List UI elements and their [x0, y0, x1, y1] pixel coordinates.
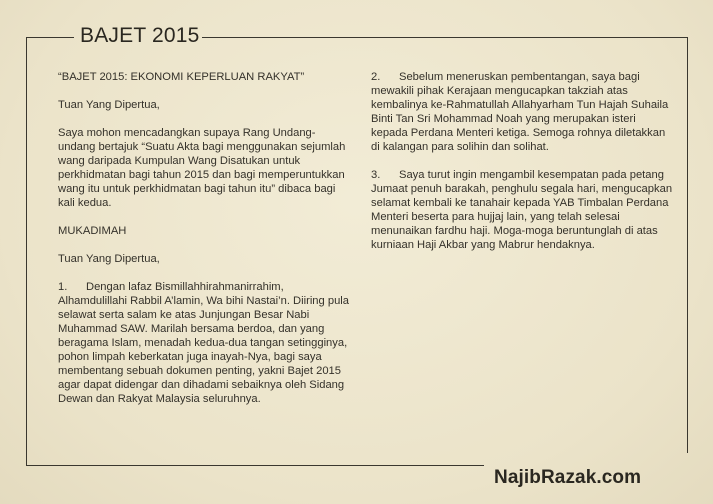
paragraph-3	[371, 168, 673, 252]
frame-border-right	[687, 37, 688, 453]
paragraph-1	[58, 280, 350, 406]
brand-watermark: NajibRazak.com	[494, 467, 642, 488]
paragraph-2-text: Sebelum meneruskan pembentangan, saya bagi mewakili pihak Kerajaan mengucapkan takziah atas kembalinya ke-Rahmatullah Allahyarham Tun Hajah Suhaila Binti Tan Sri Mohammad Noah yang merupakan isteri kepada Perdana Menteri ketiga. Semoga rohnya diletakkan di kalangan para solihin dan solihat.	[371, 71, 669, 153]
frame-border-bottom	[26, 465, 484, 466]
paragraph-2-number: 2.	[371, 71, 381, 83]
paragraph-1-number: 1.	[58, 281, 68, 293]
intro-paragraph: Saya mohon mencadangkan supaya Rang Undang-undang bertajuk “Suatu Akta bagi menggunakan sejumlah wang daripada Kumpulan Wang Disatukan untuk perkhidmatan bagi tahun 2015 dan bagi memperuntukkan wang itu untuk perkhidmatan bagi tahun itu” dibaca bagi kali kedua.	[58, 127, 346, 209]
frame-border-top-left	[26, 37, 74, 38]
paragraph-3-number: 3.	[371, 169, 381, 181]
right-column	[371, 70, 673, 252]
page-title: BAJET 2015	[80, 24, 200, 47]
paragraph-1-text: Dengan lafaz Bismillahhirahmanirrahim, Alhamdulillahi Rabbil A’lamin, Wa bihi Nastai’n. Diiring pula selawat serta salam ke atas Junjungan Besar Nabi Muhammad SAW. Marilah bersama berdoa, dan yang beragama Islam, menadah kedua-dua tangan setingginya, pohon limpah keberkatan juga inayah-Nya, bagi saya membentang sebuah dokumen penting, yakni Bajet 2015 agar dapat didengar dan dihadami sebaiknya oleh Sidang Dewan dan Rakyat Malaysia seluruhnya.	[58, 281, 350, 405]
frame-border-top-right	[202, 37, 688, 38]
frame-border-left	[26, 37, 27, 465]
salutation-first: Tuan Yang Dipertua,	[58, 99, 160, 111]
salutation-second: Tuan Yang Dipertua,	[58, 253, 160, 265]
left-column	[58, 70, 350, 406]
paragraph-2	[371, 70, 673, 154]
speech-heading: “BAJET 2015: EKONOMI KEPERLUAN RAKYAT”	[58, 71, 305, 83]
paragraph-3-text: Saya turut ingin mengambil kesempatan pada petang Jumaat penuh barakah, penghulu segala hari, mengucapkan selamat kembali ke tanahair kepada YAB Timbalan Perdana Menteri beserta para hujjaj lain, yang telah selesai menunaikan fardhu haji. Moga-moga beruntunglah di atas kurniaan Haji Akbar yang Mabrur hendaknya.	[371, 169, 673, 251]
section-title: MUKADIMAH	[58, 225, 127, 237]
